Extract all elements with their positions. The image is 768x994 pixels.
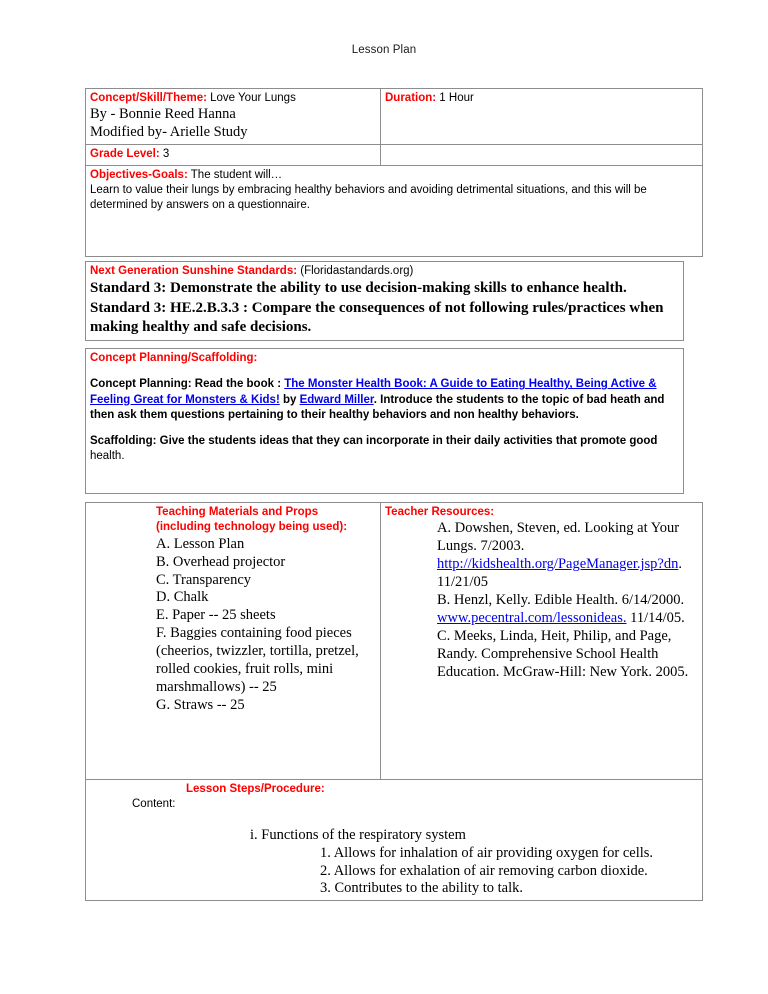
duration-line bbox=[385, 91, 698, 106]
concept-planning-cell bbox=[86, 349, 684, 494]
standards-label: Next Generation Sunshine Standards: bbox=[90, 265, 298, 277]
resource-entry-a bbox=[385, 520, 698, 592]
spacer bbox=[90, 366, 679, 377]
kidshealth-link[interactable]: http://kidshealth.org/PageManager.jsp?dn bbox=[437, 556, 679, 573]
objectives-cell bbox=[86, 165, 703, 256]
material-item: A. Lesson Plan bbox=[156, 535, 245, 552]
table-row bbox=[86, 349, 684, 494]
author-link[interactable]: Edward Miller bbox=[299, 393, 374, 406]
resource-entry-c: C. Meeks, Linda, Heit, Philip, and Page, Randy. Comprehensive School Health Education. McGraw-Hill: New York. 2005. bbox=[437, 628, 689, 681]
objectives-heading bbox=[90, 168, 698, 183]
spacer bbox=[90, 423, 679, 434]
duration-label: Duration: bbox=[385, 92, 437, 104]
materials-resources-table bbox=[85, 502, 703, 901]
resource-b-text: B. Henzl, Kelly. Edible Health. 6/14/2000. bbox=[437, 592, 685, 609]
teacher-resources-cell bbox=[381, 503, 703, 780]
standards-cell bbox=[86, 262, 684, 341]
lesson-step-item: 3. Contributes to the ability to talk. bbox=[320, 880, 523, 897]
lesson-step-item: 1. Allows for inhalation of air providing oxygen for cells. bbox=[320, 844, 654, 861]
planning-tail: . Introduce the students to the topic of bad heath and then ask them questions pertaining to their healthy behaviors and non healthy behaviors. bbox=[90, 393, 665, 421]
grade-level-value: 3 bbox=[159, 148, 170, 161]
table-row bbox=[86, 89, 703, 145]
teaching-materials-cell bbox=[86, 503, 381, 780]
spacer bbox=[90, 813, 698, 827]
grade-empty-cell bbox=[381, 145, 703, 165]
material-item: E. Paper -- 25 sheets bbox=[156, 607, 276, 624]
grade-level-label: Grade Level: bbox=[90, 148, 160, 161]
table-row bbox=[86, 145, 703, 165]
table-row bbox=[86, 165, 703, 256]
concept-label: Concept/Skill/Theme: bbox=[90, 92, 207, 104]
modified-by-line: Modified by- Arielle Study bbox=[90, 124, 248, 141]
content-label: Content: bbox=[132, 798, 176, 811]
standards-source: (Floridastandards.org) bbox=[297, 265, 414, 277]
material-item: B. Overhead projector bbox=[156, 553, 286, 570]
table-row bbox=[86, 780, 703, 901]
lesson-steps-heading: Lesson Steps/Procedure: bbox=[186, 783, 325, 795]
materials-heading-line1: Teaching Materials and Props bbox=[156, 506, 319, 518]
concept-planning-paragraph bbox=[90, 377, 679, 423]
pecentral-link[interactable]: www.pecentral.com/lessonideas. bbox=[437, 610, 627, 627]
concept-cell bbox=[86, 89, 381, 145]
concept-planning-table bbox=[85, 348, 684, 494]
grade-line bbox=[90, 147, 376, 162]
grade-level-cell bbox=[86, 145, 381, 165]
scaffolding-plain-text: health. bbox=[90, 450, 125, 463]
objectives-body: Learn to value their lungs by embracing healthy behaviors and avoiding detrimental situations, and this will be determined by answers on a questionnaire. bbox=[90, 183, 647, 212]
concept-value: Love Your Lungs bbox=[206, 92, 296, 104]
material-item: D. Chalk bbox=[156, 589, 209, 606]
lesson-info-table bbox=[85, 88, 703, 257]
book-title-link[interactable]: The Monster Health Book: A Guide to Eating Healthy, Being Active & Feeling Great for Monsters & Kids! bbox=[90, 378, 657, 406]
resource-a-text: A. Dowshen, Steven, ed. Looking at Your Lungs. 7/2003. bbox=[437, 520, 680, 555]
author-line: By - Bonnie Reed Hanna bbox=[90, 106, 236, 123]
material-item: F. Baggies containing food pieces (cheerios, twizzler, tortilla, pretzel, rolled cookies, fruit rolls, mini marshmallows) -- 25 bbox=[156, 625, 359, 696]
duration-value: 1 Hour bbox=[436, 92, 474, 104]
resources-heading: Teacher Resources: bbox=[385, 506, 495, 518]
material-item: G. Straws -- 25 bbox=[156, 697, 245, 714]
by-word: by bbox=[279, 393, 300, 406]
page-title: Lesson Plan bbox=[351, 44, 417, 56]
table-row bbox=[86, 262, 684, 341]
concept-line bbox=[90, 91, 376, 106]
objectives-label: Objectives-Goals: bbox=[90, 168, 188, 181]
standards-heading bbox=[90, 264, 679, 279]
scaffolding-paragraph bbox=[90, 434, 679, 465]
materials-heading-line2: (including technology being used): bbox=[156, 521, 348, 534]
duration-cell bbox=[381, 89, 703, 145]
table-row bbox=[86, 503, 703, 780]
resource-entry-b bbox=[385, 592, 698, 628]
standard-line-1: Standard 3: Demonstrate the ability to use decision-making skills to enhance health. bbox=[90, 280, 627, 297]
lesson-steps-cell bbox=[86, 780, 703, 901]
standard-line-2: Standard 3: HE.2.B.3.3 : Compare the consequences of not following rules/practices when making healthy and safe decisions. bbox=[90, 299, 664, 336]
lesson-step-item: 2. Allows for exhalation of air removing carbon dioxide. bbox=[320, 862, 648, 879]
lesson-step-roman-item: i. Functions of the respiratory system bbox=[250, 826, 466, 843]
concept-planning-heading: Concept Planning/Scaffolding: bbox=[90, 352, 258, 364]
scaffolding-bold-text: Scaffolding: Give the students ideas that they can incorporate in their daily activities that promote good bbox=[90, 435, 658, 448]
resource-b-tail: 11/14/05. bbox=[626, 610, 685, 627]
material-item: C. Transparency bbox=[156, 571, 252, 588]
resource-a-tail: . 11/21/05 bbox=[437, 556, 682, 591]
standards-table bbox=[85, 261, 684, 341]
objectives-value: The student will… bbox=[187, 168, 283, 181]
planning-label: Concept Planning: Read the book : bbox=[90, 378, 285, 391]
